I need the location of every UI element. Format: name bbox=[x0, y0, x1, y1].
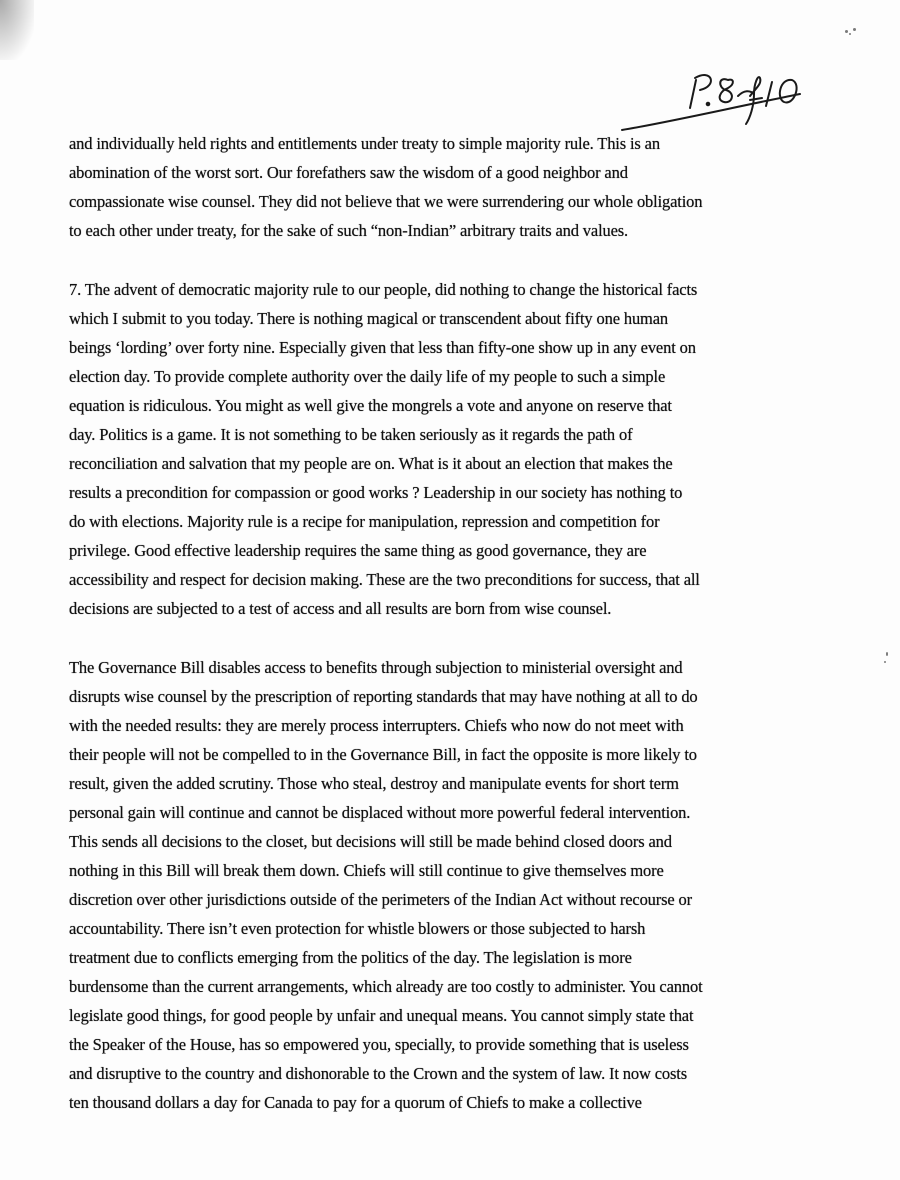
text-line: and disruptive to the country and dishonorable to the Crown and the system of law. It now costs bbox=[69, 1064, 687, 1083]
text-line: result, given the added scrutiny. Those who steal, destroy and manipulate events for short term bbox=[69, 774, 679, 793]
text-line: personal gain will continue and cannot be displaced without more powerful federal intervention. bbox=[69, 803, 691, 822]
text-line: to each other under treaty, for the sake of such “non-Indian” arbitrary traits and values. bbox=[69, 221, 629, 240]
text-line: day. Politics is a game. It is not something to be taken seriously as it regards the path of bbox=[69, 425, 633, 444]
text-line: and individually held rights and entitlements under treaty to simple majority rule. This is an bbox=[69, 134, 660, 153]
text-line: which I submit to you today. There is nothing magical or transcendent about fifty one human bbox=[69, 309, 669, 328]
scan-speck bbox=[845, 30, 848, 33]
text-line: This sends all decisions to the closet, but decisions will still be made behind closed doors and bbox=[69, 832, 672, 851]
text-line: equation is ridiculous. You might as well give the mongrels a vote and anyone on reserve that bbox=[69, 396, 672, 415]
text-line: with the needed results: they are merely process interrupters. Chiefs who now do not meet with bbox=[69, 716, 684, 735]
text-line: accessibility and respect for decision making. These are the two preconditions for success, that all bbox=[69, 570, 700, 589]
text-line: beings ‘lording’ over forty nine. Especially given that less than fifty-one show up in any event on bbox=[69, 338, 696, 357]
text-line: compassionate wise counsel. They did not believe that we were surrendering our whole obligation bbox=[69, 192, 703, 211]
text-line: legislate good things, for good people by unfair and unequal means. You cannot simply state that bbox=[69, 1006, 694, 1025]
text-line: ten thousand dollars a day for Canada to pay for a quorum of Chiefs to make a collective bbox=[69, 1093, 642, 1112]
text-line: abomination of the worst sort. Our forefathers saw the wisdom of a good neighbor and bbox=[69, 163, 628, 182]
text-line: results a precondition for compassion or good works ? Leadership in our society has nothing to bbox=[69, 483, 683, 502]
text-line: do with elections. Majority rule is a recipe for manipulation, repression and competition for bbox=[69, 512, 660, 531]
text-line: treatment due to conflicts emerging from the politics of the day. The legislation is more bbox=[69, 948, 632, 967]
text-line: election day. To provide complete authority over the daily life of my people to such a simple bbox=[69, 367, 666, 386]
text-line: nothing in this Bill will break them down. Chiefs will still continue to give themselves more bbox=[69, 861, 664, 880]
text-line: The Governance Bill disables access to benefits through subjection to ministerial oversight and bbox=[69, 658, 683, 677]
text-line: accountability. There isn’t even protection for whistle blowers or those subjected to harsh bbox=[69, 919, 646, 938]
scan-speck bbox=[849, 33, 851, 35]
scan-speck bbox=[886, 652, 888, 656]
text-line: discretion over other jurisdictions outside of the perimeters of the Indian Act without recourse or bbox=[69, 890, 692, 909]
scan-speck bbox=[853, 28, 856, 31]
text-line: the Speaker of the House, has so empowered you, specially, to provide something that is useless bbox=[69, 1035, 689, 1054]
handwritten-page-number bbox=[600, 38, 860, 138]
text-line: privilege. Good effective leadership requires the same thing as good governance, they are bbox=[69, 541, 647, 560]
text-line: 7. The advent of democratic majority rule to our people, did nothing to change the historical facts bbox=[69, 280, 698, 299]
text-line: reconciliation and salvation that my people are on. What is it about an election that makes the bbox=[69, 454, 673, 473]
text-line: disrupts wise counsel by the prescription of reporting standards that may have nothing at all to do bbox=[69, 687, 698, 706]
text-line: their people will not be compelled to in the Governance Bill, in fact the opposite is more likely to bbox=[69, 745, 697, 764]
text-line: burdensome than the current arrangements, which already are too costly to administer. You cannot bbox=[69, 977, 703, 996]
scan-corner-shadow bbox=[0, 0, 34, 60]
scan-speck bbox=[884, 661, 886, 663]
handwritten-page-number-drawing bbox=[600, 38, 860, 138]
text-line: decisions are subjected to a test of access and all results are born from wise counsel. bbox=[69, 599, 612, 618]
